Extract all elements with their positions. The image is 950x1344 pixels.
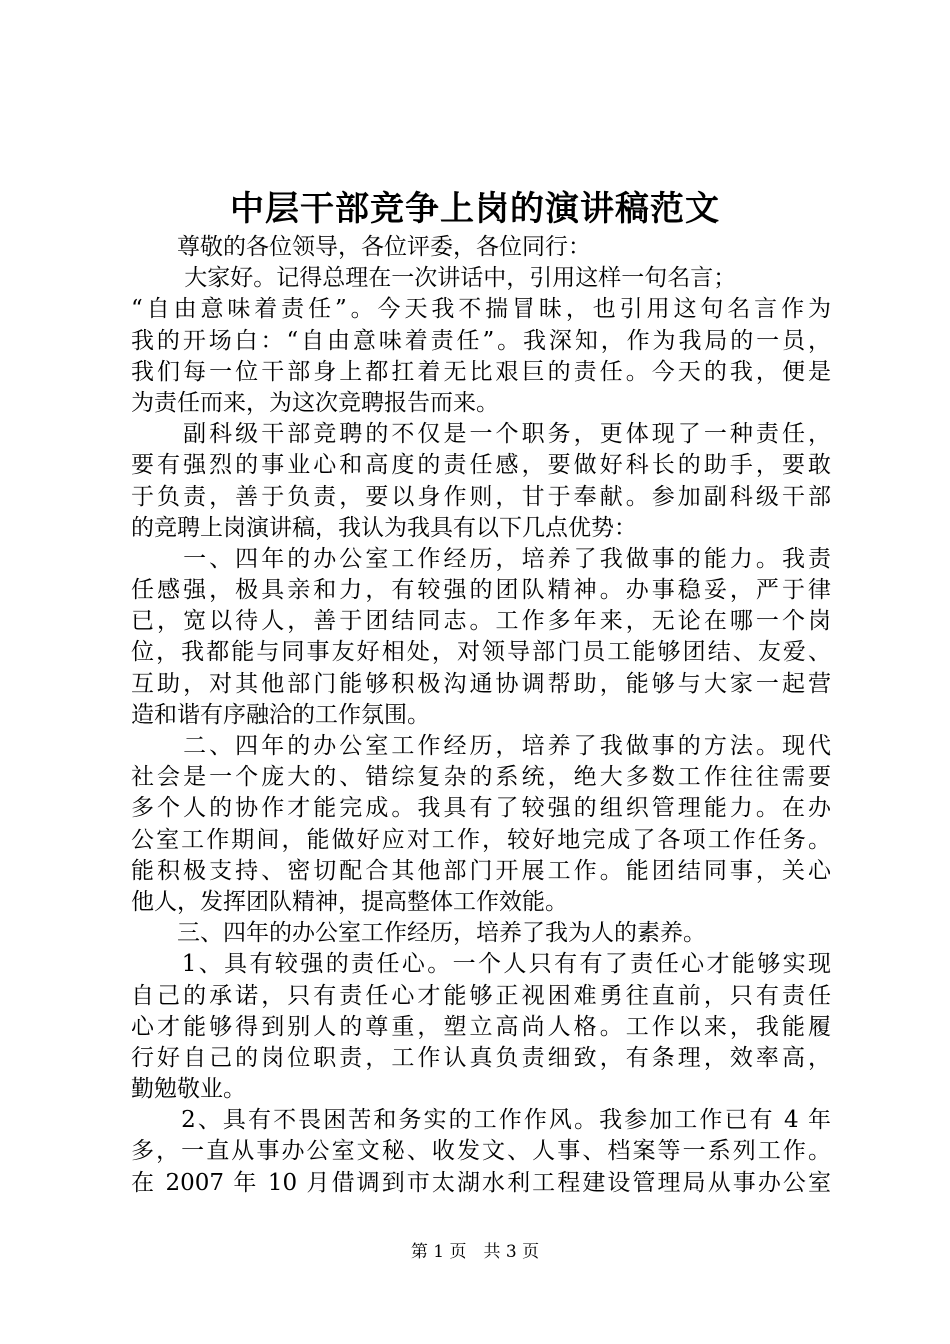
text-line: 行好自己的岗位职责，工作认真负责细致，有条理，效率高，: [131, 1044, 831, 1071]
text-line: 能积极支持、密切配合其他部门开展工作。能团结同事，关心: [131, 857, 831, 884]
text-line: 我们每一位干部身上都扛着无比艰巨的责任。今天的我，便是: [131, 358, 831, 385]
text-line: 多个人的协作才能完成。我具有了较强的组织管理能力。在办: [131, 795, 831, 822]
text-line: 2、具有不畏困苦和务实的工作作风。我参加工作已有 4 年: [131, 1107, 831, 1134]
text-line: 三、四年的办公室工作经历，培养了我为人的素养。: [131, 920, 706, 947]
text-line: 自己的承诺，只有责任心才能够正视困难勇往直前，只有责任: [131, 982, 831, 1009]
text-line: 二、四年的办公室工作经历，培养了我做事的方法。现代: [131, 733, 831, 759]
text-line: 已，宽以待人，善于团结同志。工作多年来，无论在哪一个岗: [131, 608, 831, 635]
text-line: 心才能够得到别人的尊重，塑立高尚人格。工作以来，我能履: [131, 1013, 831, 1040]
text-line: 副科级干部竞聘的不仅是一个职务，更体现了一种责任，: [131, 421, 831, 448]
text-line: 任感强，极具亲和力，有较强的团队精神。办事稳妥，严于律: [131, 577, 831, 604]
text-line: 公室工作期间，能做好应对工作，较好地完成了各项工作任务。: [131, 826, 831, 853]
text-line: 造和谐有序融洽的工作氛围。: [131, 701, 430, 728]
text-line: 大家好。记得总理在一次讲话中，引用这样一句名言；: [131, 265, 737, 292]
text-line: 尊敬的各位领导，各位评委，各位同行：: [131, 234, 591, 260]
text-line: 我的开场白：“自由意味着责任”。我深知，作为我局的一员，: [131, 327, 831, 354]
text-line: 的竞聘上岗演讲稿，我认为我具有以下几点优势：: [131, 514, 637, 541]
text-line: 在 2007 年 10 月借调到市太湖水利工程建设管理局从事办公室: [131, 1169, 831, 1196]
text-line: 要有强烈的事业心和高度的责任感，要做好科长的助手，要敢: [131, 452, 831, 479]
text-line: “自由意味着责任”。今天我不揣冒昧，也引用这句名言作为: [131, 296, 831, 323]
text-line: 他人，发挥团队精神，提高整体工作效能。: [131, 888, 568, 915]
text-line: 于负责，善于负责，要以身作则，甘于奉献。参加副科级干部: [131, 483, 831, 510]
text-line: 位，我都能与同事友好相处，对领导部门员工能够团结、友爱、: [131, 639, 831, 666]
page-footer: 第 1 页 共 3 页: [410, 1242, 540, 1262]
text-line: 一、四年的办公室工作经历，培养了我做事的能力。我责: [131, 545, 831, 572]
document-body: [131, 232, 831, 1199]
text-line: 社会是一个庞大的、错综复杂的系统，绝大多数工作往往需要: [131, 764, 831, 791]
text-line: 互助，对其他部门能够积极沟通协调帮助，能够与大家一起营: [131, 670, 831, 697]
text-line: 1、具有较强的责任心。一个人只有有了责任心才能够实现: [131, 951, 831, 978]
document-title: 中层干部竞争上岗的演讲稿范文: [230, 189, 720, 229]
text-line: 为责任而来，为这次竞聘报告而来。: [131, 389, 499, 416]
text-line: 多，一直从事办公室文秘、收发文、人事、档案等一系列工作。: [131, 1138, 831, 1165]
text-line: 勤勉敬业。: [131, 1076, 246, 1103]
